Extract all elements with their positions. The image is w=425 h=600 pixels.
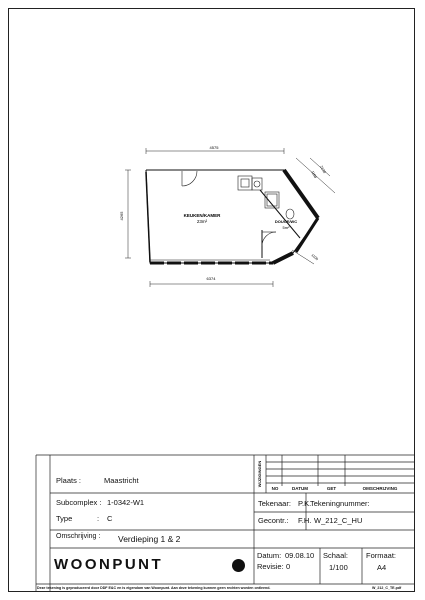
revision-side-label: WIJZIGINGEN [257, 460, 262, 488]
subcomplex-value: 1-0342-W1 [107, 498, 145, 507]
revision-header-get: GET [326, 486, 337, 491]
revisie-label: Revisie: [257, 562, 284, 571]
datum-value: 09.08.10 [285, 551, 315, 560]
footer-note: Deze tekening is geproduceerd door DDF E&C en is eigendom van Woonpunt. Aan deze tekening kunnen geen rechten worden ontleend. [37, 586, 271, 590]
dimension-bottom [150, 281, 273, 287]
omschrijving-value: Verdieping 1 & 2 [118, 534, 181, 544]
plaats-label: Plaats : [56, 476, 82, 485]
dim-right-c-text: 1100 [310, 253, 319, 262]
revision-header-datum: DATUM [292, 486, 308, 491]
dimension-left [125, 170, 131, 258]
dim-left-text: 4265 [119, 211, 124, 221]
dim-bottom-text: 6374 [206, 276, 216, 281]
room-bath-area: 5m² [282, 225, 290, 230]
schaal-value: 1/100 [329, 563, 348, 572]
tekeningnummer-label: Tekeningnummer: [310, 499, 370, 508]
footer-file: W_212_C_TE.pdf [372, 586, 402, 590]
dim-top-text: 4575 [209, 145, 219, 150]
walls [146, 170, 318, 263]
plaats-value: Maastricht [104, 476, 139, 485]
datum-label: Datum: [257, 551, 282, 560]
revisie-value: 0 [286, 562, 291, 571]
formaat-label: Formaat: [366, 551, 397, 560]
gecontr-label: Gecontr.: [258, 516, 289, 525]
dim-right-a-text: 2138 [319, 165, 327, 175]
revision-header-omschrijving: OMSCHRIJVING [362, 486, 398, 491]
gecontr-value: F.H. [298, 516, 312, 525]
type-label: Type [56, 514, 73, 523]
subcomplex-label: Subcomplex : [56, 498, 102, 507]
revision-header-no: NO [271, 486, 279, 491]
room-main-name: KEUKEN/KAMER [183, 213, 221, 218]
omschrijving-label: Omschrijving : [56, 533, 101, 540]
formaat-value: A4 [377, 563, 387, 572]
tekeningnummer-value: W_212_C_HU [314, 516, 363, 525]
schaal-label: Schaal: [323, 551, 349, 560]
room-bath-name: DOUCE/WC [274, 219, 298, 224]
woonpunt-logo: WOONPUNT [54, 556, 164, 573]
type-value: C [107, 514, 113, 523]
dim-right-b-text: 1100 [310, 170, 318, 179]
tekenaar-value: P.K. [298, 499, 312, 508]
tekenaar-label: Tekenaar: [258, 499, 291, 508]
type-separator: : [97, 514, 100, 523]
room-main-area: 23m² [196, 219, 208, 224]
logo-dot-icon [232, 559, 245, 572]
